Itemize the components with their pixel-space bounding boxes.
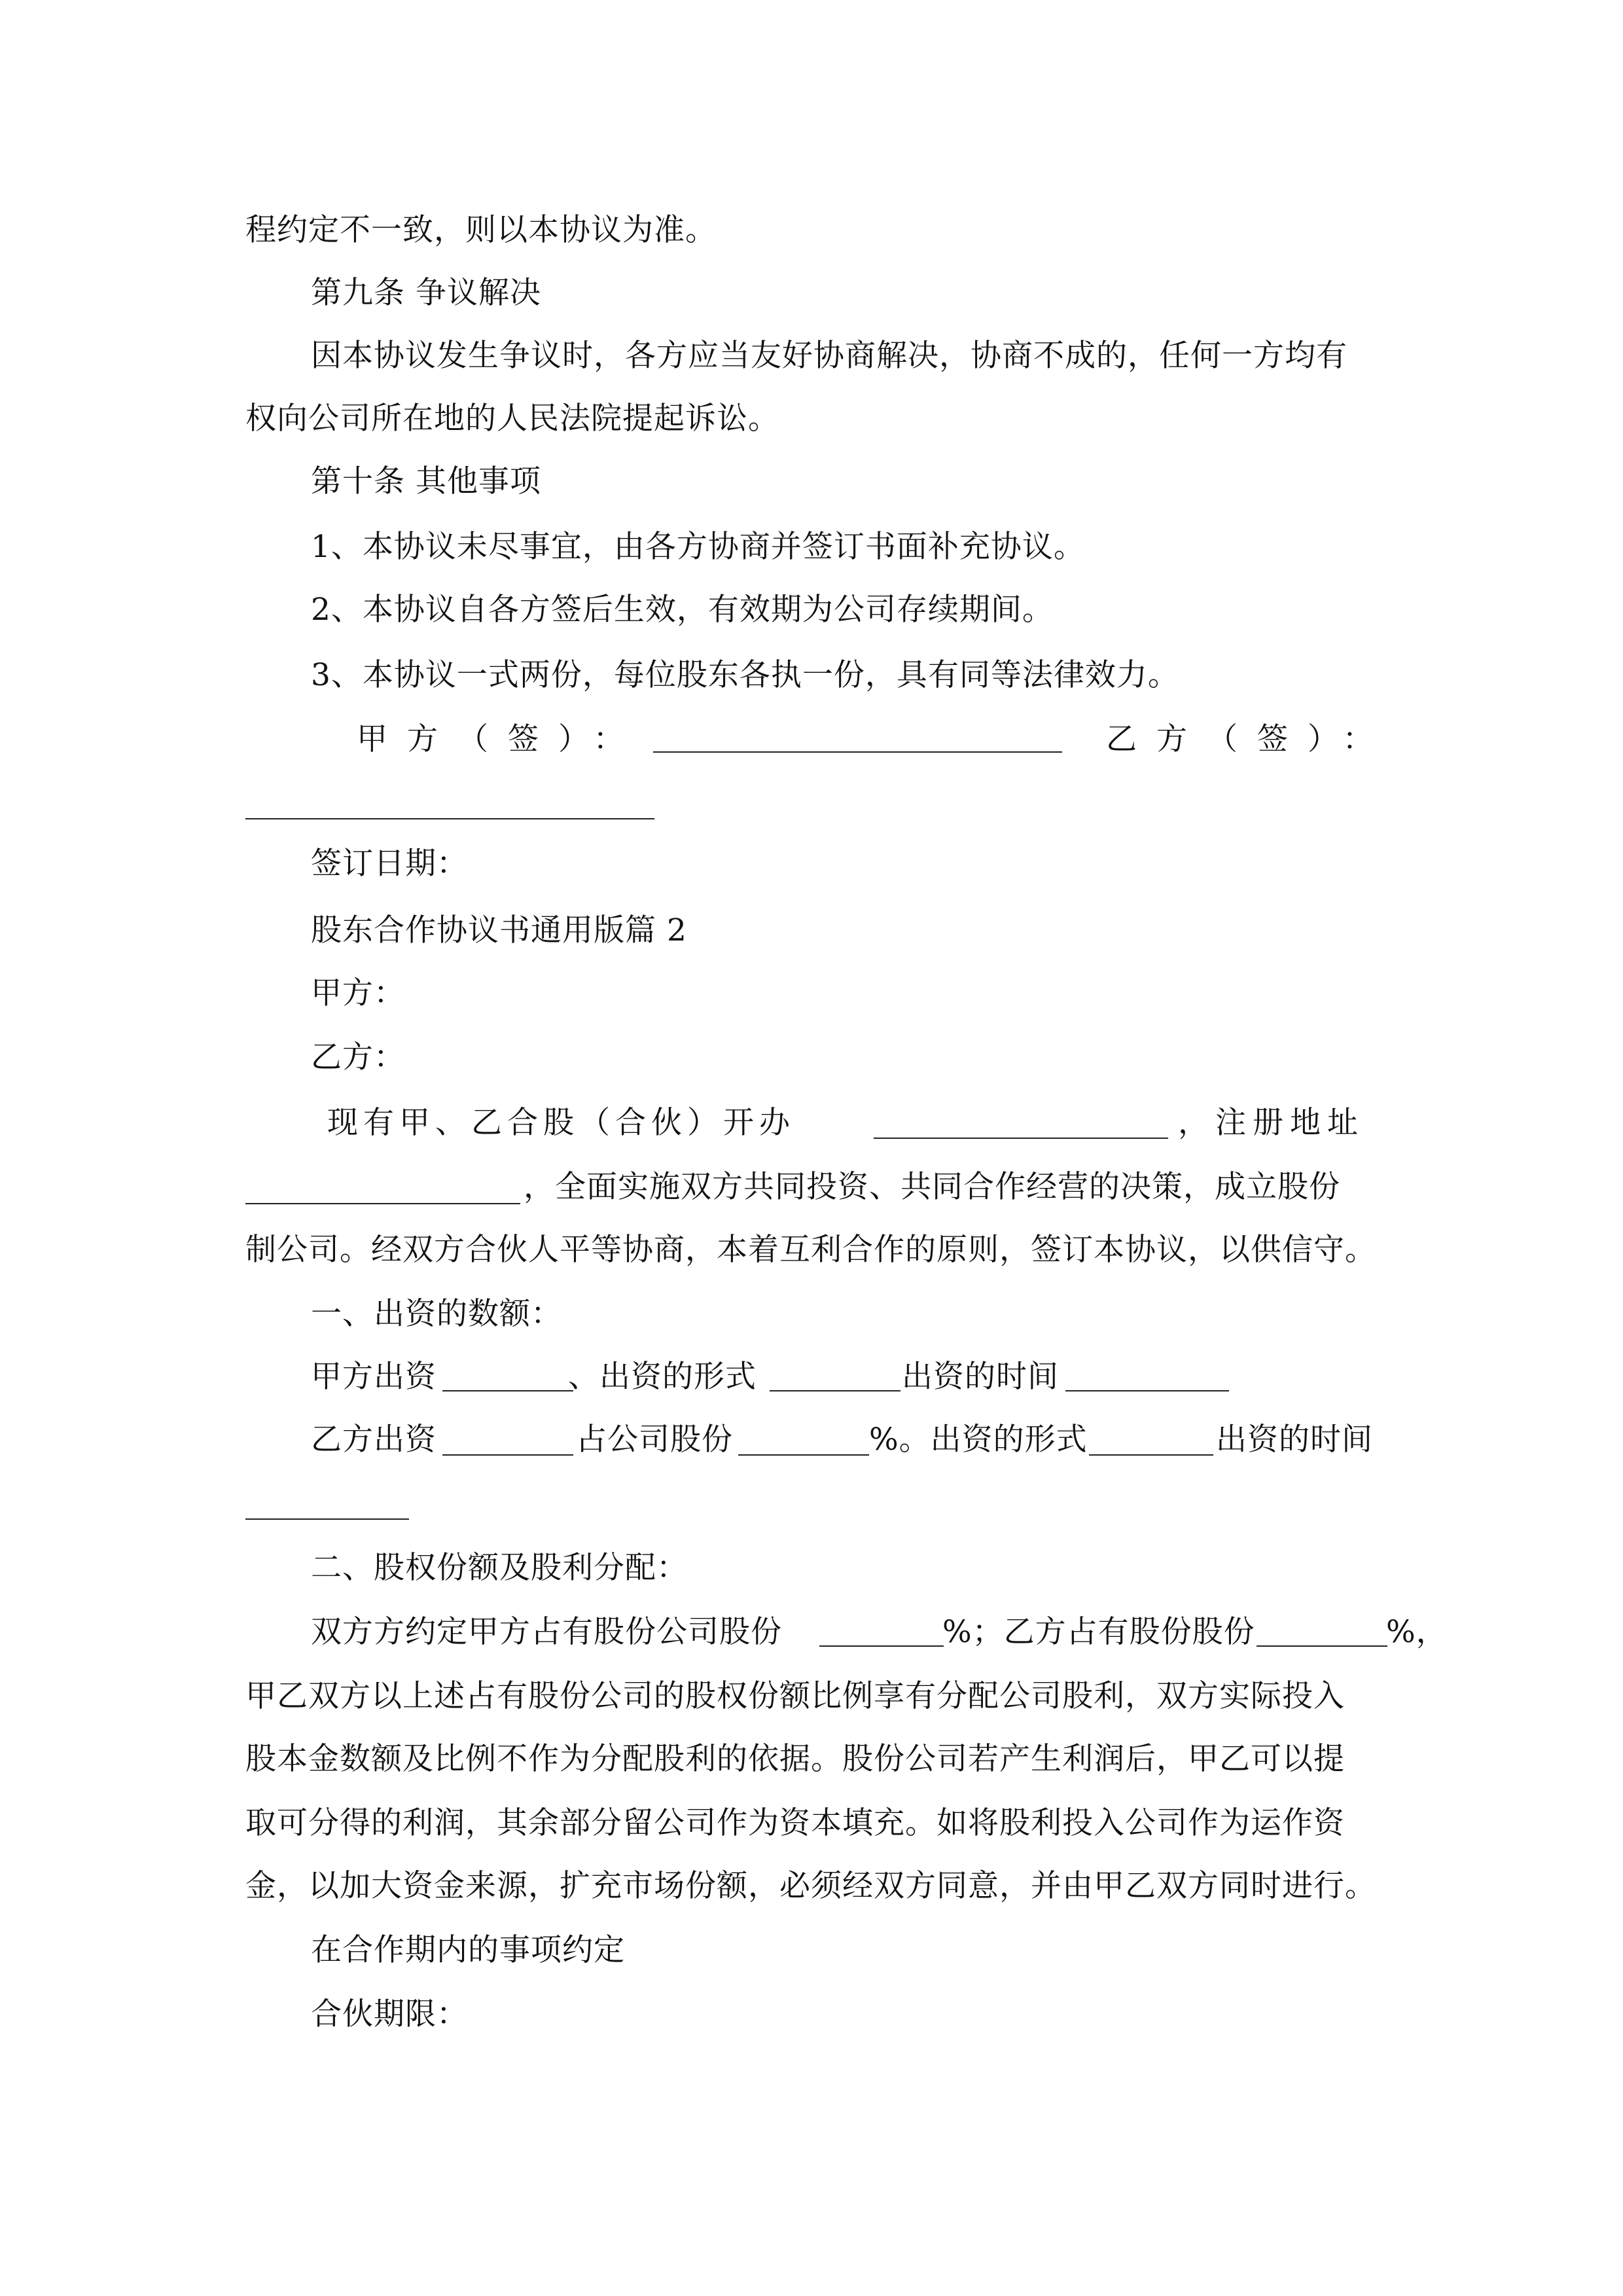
list-item: 3、本协议一式两份，每位股东各执一份，具有同等法律效力。 bbox=[311, 657, 1179, 693]
signature-line-party-b bbox=[245, 818, 654, 819]
form-label: 出资的时间 bbox=[902, 1359, 1059, 1395]
blank-field bbox=[738, 1454, 869, 1456]
document-title: 股东合作协议书通用版篇 2 bbox=[311, 912, 687, 948]
signing-date-label: 签订日期： bbox=[311, 846, 468, 882]
blank-field bbox=[1257, 1645, 1387, 1647]
paragraph-line: 权向公司所在地的人民法院提起诉讼。 bbox=[245, 401, 779, 437]
paragraph-line: 制公司。经双方合伙人平等协商，本着互利合作的原则，签订本协议，以供信守。 bbox=[245, 1232, 1376, 1268]
paragraph-line: ，注册地址 bbox=[1178, 1105, 1364, 1141]
party-b-label: 乙方： bbox=[311, 1039, 405, 1075]
blank-address bbox=[245, 1203, 520, 1204]
paragraph-line: 甲乙双方以上述占有股份公司的股权份额比例享有分配公司股利，双方实际投入 bbox=[245, 1678, 1345, 1714]
section-heading: 第九条 争议解决 bbox=[311, 275, 541, 311]
signature-label-party-b: 乙方（签）： bbox=[1106, 721, 1393, 757]
blank-field bbox=[819, 1645, 944, 1647]
paragraph-line: %， bbox=[1386, 1614, 1448, 1650]
form-label: 、出资的形式 bbox=[568, 1359, 757, 1395]
form-label: 占公司股份 bbox=[576, 1422, 733, 1458]
paragraph-line: 程约定不一致，则以本协议为准。 bbox=[245, 212, 717, 248]
paragraph-line: 因本协议发生争议时，各方应当友好协商解决，协商不成的，任何一方均有 bbox=[311, 338, 1347, 374]
blank-field bbox=[245, 1518, 409, 1520]
paragraph-line: %；乙方占有股份股份 bbox=[942, 1614, 1255, 1650]
paragraph-line: 股本金数额及比例不作为分配股利的依据。股份公司若产生利润后，甲乙可以提 bbox=[245, 1741, 1345, 1777]
form-label: 出资的时间 bbox=[1216, 1422, 1373, 1458]
list-item: 2、本协议自各方签后生效，有效期为公司存续期间。 bbox=[311, 592, 1054, 628]
section-heading: 第十条 其他事项 bbox=[311, 463, 541, 499]
blank-field bbox=[1089, 1454, 1213, 1456]
section-heading: 二、股权份额及股利分配： bbox=[311, 1550, 688, 1586]
blank-field bbox=[442, 1454, 573, 1456]
signature-line-party-a bbox=[653, 751, 1062, 753]
section-heading: 在合作期内的事项约定 bbox=[311, 1932, 625, 1968]
paragraph-line: 双方方约定甲方占有股份公司股份 bbox=[311, 1614, 782, 1650]
blank-field bbox=[442, 1390, 573, 1391]
list-item: 1、本协议未尽事宜，由各方协商并签订书面补充协议。 bbox=[311, 529, 1085, 565]
section-heading: 一、出资的数额： bbox=[311, 1296, 562, 1332]
blank-company-name bbox=[874, 1138, 1168, 1139]
party-a-label: 甲方： bbox=[311, 975, 405, 1011]
form-label: 乙方出资 bbox=[311, 1422, 437, 1458]
paragraph-line: 金，以加大资金来源，扩充市场份额，必须经双方同意，并由甲乙双方同时进行。 bbox=[245, 1868, 1376, 1904]
blank-field bbox=[770, 1390, 901, 1391]
section-heading: 合伙期限： bbox=[311, 1996, 468, 2032]
paragraph-line: 现有甲、乙合股（合伙）开办 bbox=[327, 1105, 795, 1141]
form-label: 甲方出资 bbox=[311, 1359, 437, 1395]
signature-label-party-a: 甲方（签）： bbox=[357, 721, 644, 757]
form-label: %。出资的形式 bbox=[869, 1422, 1088, 1458]
blank-field bbox=[1065, 1390, 1229, 1391]
paragraph-line: ，全面实施双方共同投资、共同合作经营的决策，成立股份 bbox=[524, 1169, 1340, 1205]
paragraph-line: 取可分得的利润，其余部分留公司作为资本填充。如将股利投入公司作为运作资 bbox=[245, 1805, 1345, 1841]
